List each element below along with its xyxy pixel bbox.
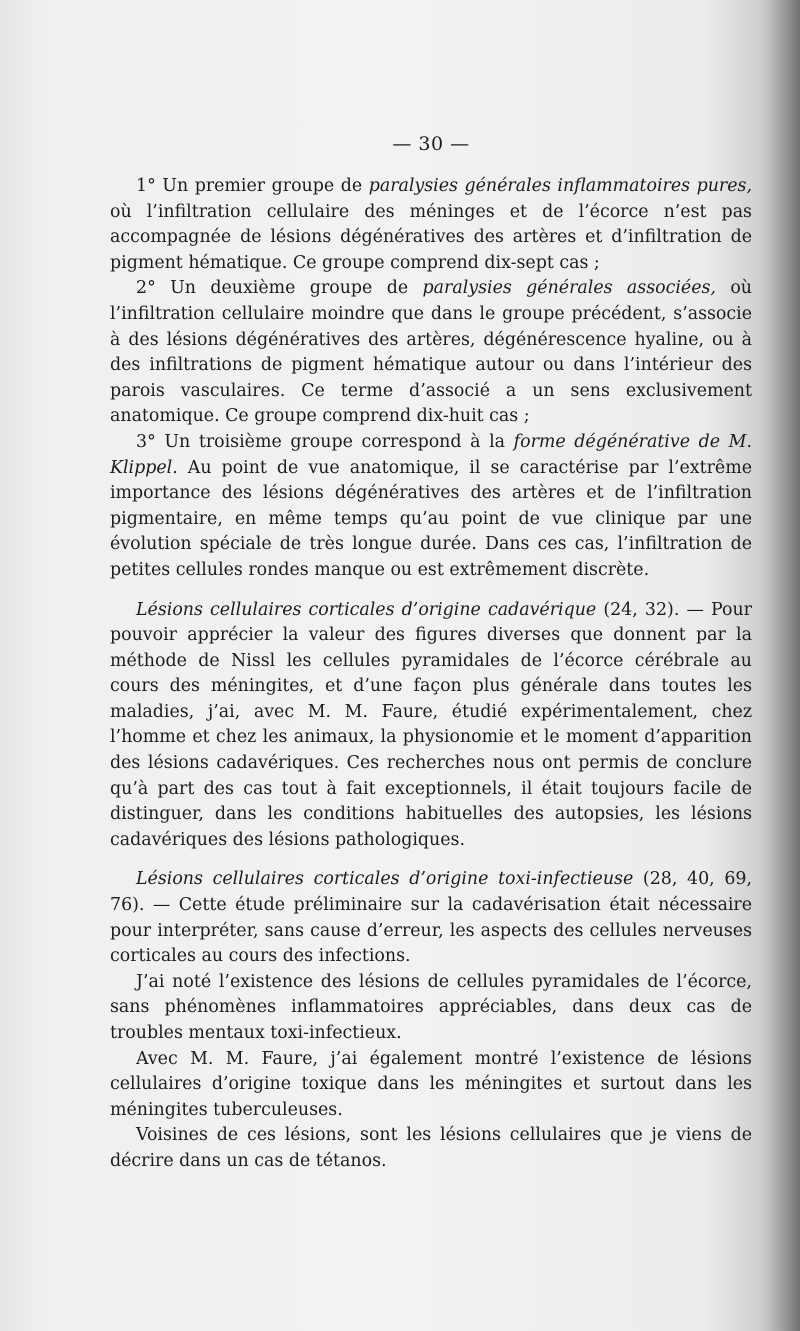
page-number: — 30 — <box>392 133 470 155</box>
body-paragraphs <box>110 174 752 1175</box>
paragraph-text: J’ai noté l’existence des lésions de cellules pyramidales de l’écorce, sans phénomènes inflammatoires appréciables, dans deux cas de troubles mentaux toxi-infectieux. <box>110 971 752 1043</box>
paragraph <box>110 867 752 969</box>
paragraph <box>110 174 752 276</box>
paragraph-text: où l’infiltration cellulaire moindre que dans le groupe précédent, s’associe à des lésions dégénératives des artères, dégénérescence hyaline, ou à des infiltrations de pigment hématique autour ou dans l’intérieur des parois vasculaires. Ce terme d’associé a un sens exclusivement anatomique. Ce groupe comprend dix-huit cas ; <box>110 278 752 427</box>
paragraph-text: (28, 40, 69, 76). — Cette étude préliminaire sur la cadavérisation était nécessaire pour interpréter, sans cause d’erreur, les aspects des cellules nerveuses corticales au cours des infections. <box>110 869 752 967</box>
paragraph <box>110 1123 752 1174</box>
paragraph <box>110 430 752 584</box>
emphasis-text: Lésions cellulaires corticales d’origine toxi-infectieuse <box>136 869 634 890</box>
emphasis-text: forme dégénérative de M. Klippel. <box>110 431 752 478</box>
page-text <box>110 132 752 1175</box>
paragraph <box>110 276 752 430</box>
page-edge-shadow <box>762 0 800 1331</box>
paragraph-text: 1° Un premier groupe de <box>136 176 369 196</box>
paragraph <box>110 970 752 1047</box>
paragraph-text: Au point de vue anatomique, il se caractérise par l’extrême importance des lésions dégénératives des artères et de l’infiltration pigmentaire, en même temps qu’au point de vue clinique par une évolution spéciale de très longue durée. Dans ces cas, l’infiltration de petites cellules rondes manque ou est extrêmement discrète. <box>110 457 752 580</box>
emphasis-text: Lésions cellulaires corticales d’origine cadavérique <box>136 599 597 620</box>
paragraph-text: Avec M. M. Faure, j’ai également montré l’existence de lésions cellulaires d’origine toxique dans les méningites et surtout dans les méningites tuberculeuses. <box>110 1048 752 1120</box>
emphasis-text: paralysies générales associées, <box>422 278 716 299</box>
paragraph-text: où l’infiltration cellulaire des méninges et de l’écorce n’est pas accompagnée de lésions dégénératives des artères et d’infiltration de pigment hématique. Ce groupe comprend dix-sept cas ; <box>110 201 752 273</box>
paragraph-text: (24, 32). — Pour pouvoir apprécier la valeur des figures diverses que donnent par la méthode de Nissl les cellules pyramidales de l’écorce cérébrale au cours des méningites, et d’une façon plus générale dans toutes les maladies, j’ai, avec M. M. Faure, étudié expérimentalement, chez l’homme et chez les animaux, la physionomie et le moment d’apparition des lésions cadavériques. Ces recherches nous ont permis de conclure qu’à part des cas tout à fait exceptionnels, il était toujours facile de distinguer, dans les conditions habituelles des autopsies, les lésions cadavériques des lésions pathologiques. <box>110 599 752 850</box>
paragraph-text: Voisines de ces lésions, sont les lésions cellulaires que je viens de décrire dans un cas de tétanos. <box>110 1125 752 1171</box>
emphasis-text: paralysies générales inflammatoires pures, <box>368 176 752 196</box>
paragraph <box>110 1047 752 1124</box>
paragraph <box>110 598 752 854</box>
paragraph-text: 2° Un deuxième groupe de <box>136 278 423 299</box>
paragraph-text: 3° Un troisième groupe correspond à la <box>136 431 514 452</box>
